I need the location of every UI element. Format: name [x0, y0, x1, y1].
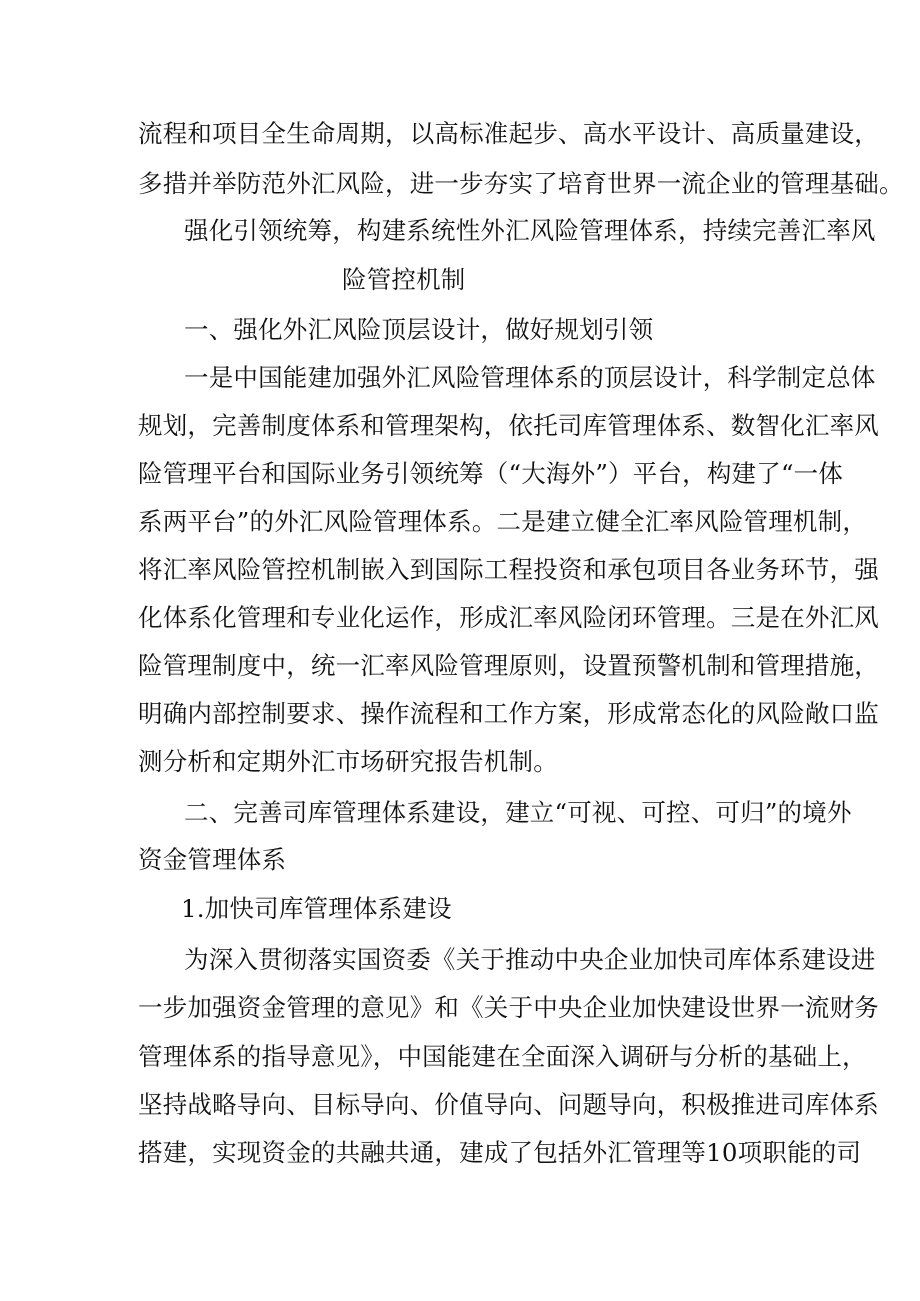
section1-body-line-2: 规划，完善制度体系和管理架构，依托司库管理体系、数智化汇率风 — [138, 411, 879, 440]
title-line-2: 险管控机制 — [342, 265, 466, 294]
section1-body-line-1: 一是中国能建加强外汇风险管理体系的顶层设计，科学制定总体 — [184, 363, 876, 392]
subsection1-body-line-5: 搭建，实现资金的共融共通，建成了包括外汇管理等10项职能的司 — [138, 1138, 862, 1167]
section1-body-line-8: 明确内部控制要求、操作流程和工作方案，形成常态化的风险敞口监 — [138, 699, 879, 728]
section1-body-line-7: 险管理制度中，统一汇率风险管理原则，设置预警机制和管理措施， — [138, 651, 879, 680]
section1-body-line-3: 险管理平台和国际业务引领统筹（“大海外”）平台，构建了“一体 — [138, 459, 844, 488]
section1-body-line-5: 将汇率风险管控机制嵌入到国际工程投资和承包项目各业务环节，强 — [138, 555, 879, 584]
section2-heading-line-2: 资金管理体系 — [138, 845, 287, 874]
section1-body-line-4: 系两平台”的外汇风险管理体系。二是建立健全汇率风险管理机制， — [138, 507, 868, 536]
intro-line-2: 多措并举防范外汇风险，进一步夯实了培育世界一流企业的管理基础。 — [138, 169, 904, 198]
section2-heading-line-1: 二、完善司库管理体系建设，建立“可视、可控、可归”的境外 — [184, 798, 852, 827]
section1-body-line-9: 测分析和定期外汇市场研究报告机制。 — [138, 747, 558, 776]
section1-body-line-6: 化体系化管理和专业化运作，形成汇率风险闭环管理。三是在外汇风 — [138, 603, 879, 632]
subsection1-heading: 1.加快司库管理体系建设 — [181, 894, 452, 923]
subsection1-body-line-3: 管理体系的指导意见》，中国能建在全面深入调研与分析的基础上， — [138, 1042, 867, 1071]
intro-line-1: 流程和项目全生命周期，以高标准起步、高水平设计、高质量建设， — [138, 119, 879, 148]
subsection1-body-line-4: 坚持战略导向、目标导向、价值导向、问题导向，积极推进司库体系 — [138, 1090, 879, 1119]
section1-heading: 一、强化外汇风险顶层设计，做好规划引领 — [184, 315, 654, 344]
subsection1-body-line-1: 为深入贯彻落实国资委《关于推动中央企业加快司库体系建设进 — [184, 945, 876, 974]
title-line-1: 强化引领统筹，构建系统性外汇风险管理体系，持续完善汇率风 — [184, 216, 876, 245]
subsection1-body-line-2: 一步加强资金管理的意见》和《关于中央企业加快建设世界一流财务 — [138, 993, 879, 1022]
